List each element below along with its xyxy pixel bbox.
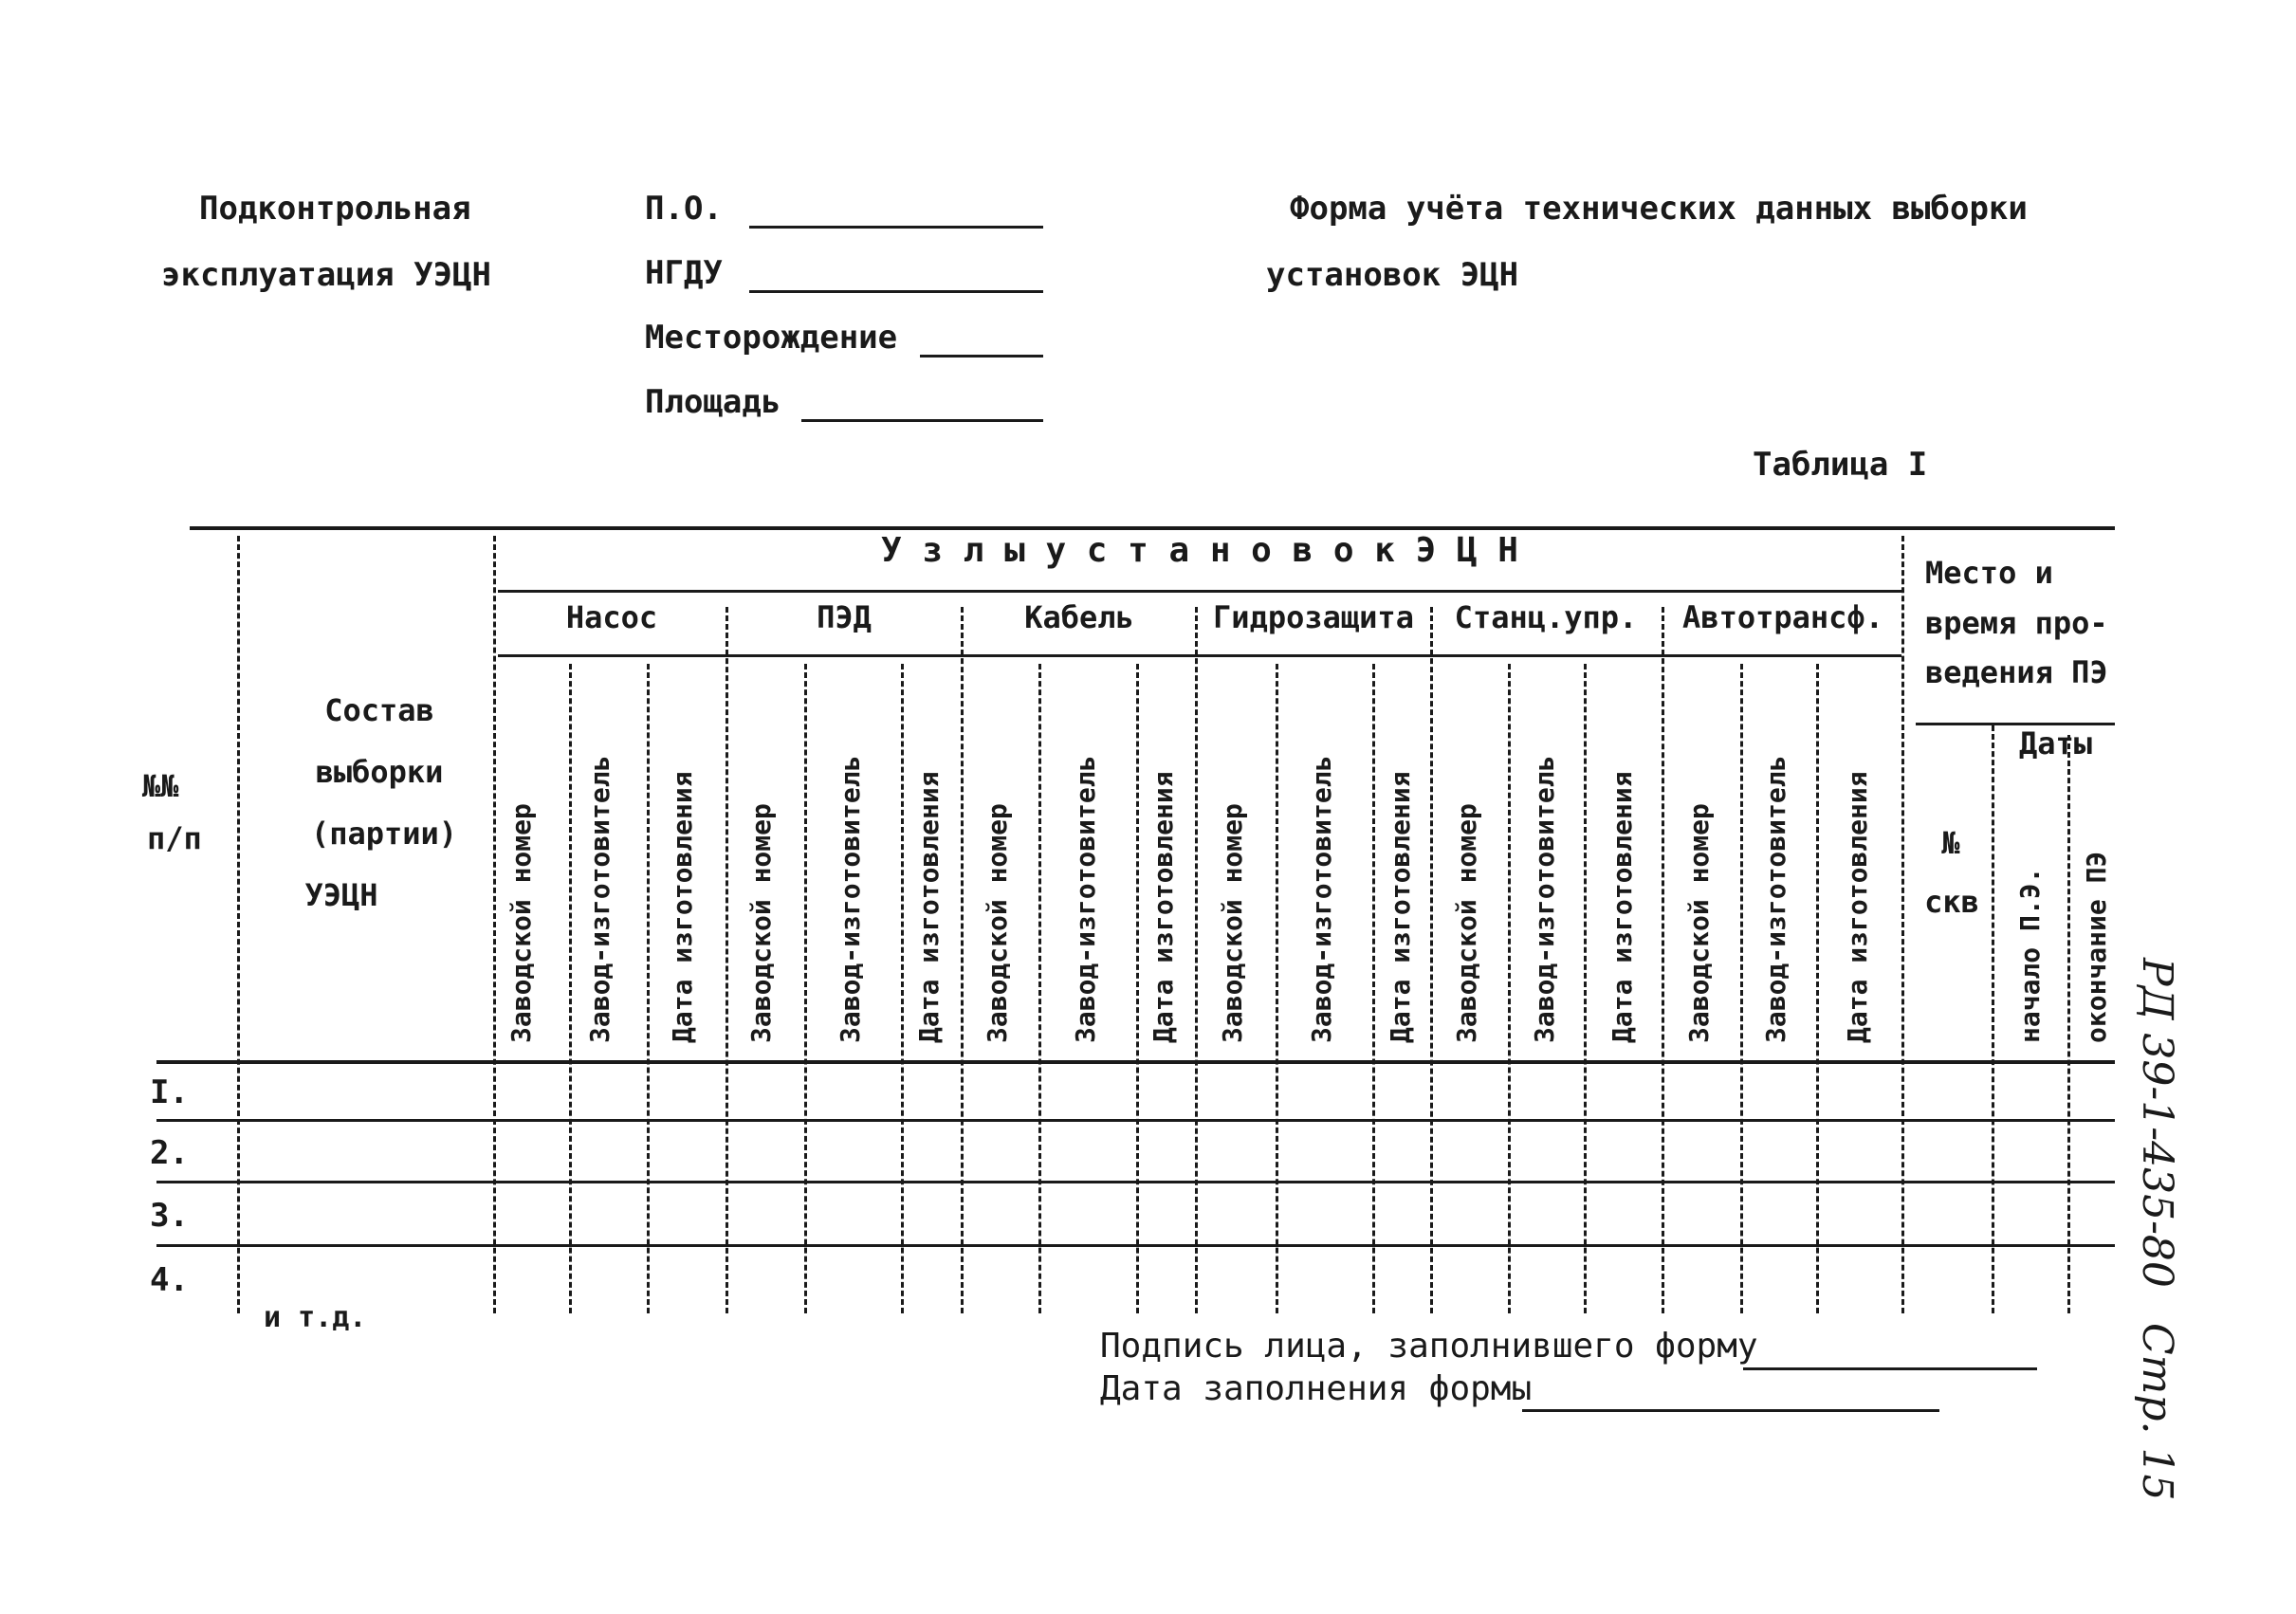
table-top-rule <box>190 526 2115 530</box>
left-title-line2: эксплуатация УЭЦН <box>161 256 491 294</box>
date-line[interactable] <box>1522 1409 1939 1412</box>
vline-c3 <box>804 664 807 1313</box>
vline-c12 <box>1816 664 1819 1313</box>
pump-serial-header: Заводской номер <box>505 803 537 1043</box>
group-autotrans: Автотрансф. <box>1682 599 1883 635</box>
date-label: Дата заполнения формы <box>1100 1369 1533 1408</box>
row-number-3: 3. <box>150 1197 189 1235</box>
vline-c5 <box>1038 664 1041 1313</box>
place-title-3: ведения ПЭ <box>1925 654 2108 690</box>
etc-note: и т.д. <box>264 1301 367 1334</box>
vline-comp <box>493 536 496 1313</box>
vline-c1 <box>569 664 572 1313</box>
group-pump: Насос <box>565 599 658 635</box>
vline-c9 <box>1508 664 1511 1313</box>
cable-maker-header: Завод-изготовитель <box>1070 755 1101 1043</box>
row-number-2: 2. <box>150 1134 189 1172</box>
pump-maker-header: Завод-изготовитель <box>584 755 615 1043</box>
vline-num <box>237 536 240 1313</box>
autotrans-maker-header: Завод-изготовитель <box>1760 755 1791 1043</box>
group-title-rule <box>498 590 1901 593</box>
cable-date-header: Дата изготовления <box>1148 771 1179 1043</box>
vline-c10 <box>1584 664 1587 1313</box>
ped-maker-header: Завод-изготовитель <box>835 755 866 1043</box>
doc-code: РД 39-1-435-80 <box>2133 958 2181 1288</box>
station-date-header: Дата изготовления <box>1607 771 1638 1043</box>
vline-g1 <box>726 607 728 1313</box>
comp-header-2: выборки <box>315 754 444 790</box>
group-station: Станц.упр. <box>1454 599 1638 635</box>
signature-label: Подпись лица, заполнившего форму <box>1100 1327 1758 1366</box>
comp-header-3: (партии) <box>310 816 458 852</box>
dates-title: Даты <box>2018 725 2093 761</box>
vline-c11 <box>1740 664 1743 1313</box>
vline-c7 <box>1276 664 1278 1313</box>
autotrans-date-header: Дата изготовления <box>1842 771 1873 1043</box>
vline-c2 <box>647 664 650 1313</box>
station-serial-header: Заводской номер <box>1451 803 1482 1043</box>
pump-date-header: Дата изготовления <box>667 771 698 1043</box>
group-hydro: Гидрозащита <box>1213 599 1414 635</box>
form-title-line1: Форма учёта технических данных выборки <box>1290 190 2028 228</box>
field-area-label: Площадь <box>645 383 781 421</box>
vline-c8 <box>1372 664 1375 1313</box>
well-header-2: скв <box>1924 884 1979 920</box>
station-maker-header: Завод-изготовитель <box>1529 755 1560 1043</box>
vline-well <box>1992 725 1994 1313</box>
group-ped: ПЭД <box>817 599 872 635</box>
ped-serial-header: Заводской номер <box>745 803 777 1043</box>
comp-header-4: УЭЦН <box>304 877 378 913</box>
date-start-header: начало П.Э. <box>2014 867 2046 1043</box>
ped-date-header: Дата изготовления <box>913 771 945 1043</box>
comp-header-1: Состав <box>324 692 434 728</box>
autotrans-serial-header: Заводской номер <box>1683 803 1715 1043</box>
page-number: Стр. 15 <box>2133 1323 2181 1501</box>
hydro-maker-header: Завод-изготовитель <box>1306 755 1337 1043</box>
vline-g5 <box>1662 607 1664 1313</box>
well-header-1: № <box>1941 825 1960 861</box>
vline-g3 <box>1195 607 1198 1313</box>
hydro-serial-header: Заводской номер <box>1217 803 1248 1043</box>
table-label: Таблица I <box>1753 446 1928 484</box>
signature-line[interactable] <box>1743 1367 2037 1370</box>
num-header-1: №№ <box>142 768 179 804</box>
left-title-line1: Подконтрольная <box>199 190 471 228</box>
group-cable: Кабель <box>1024 599 1134 635</box>
group-title: У з л ы у с т а н о в о к Э Ц Н <box>881 531 1518 570</box>
vline-g4 <box>1430 607 1433 1313</box>
row-number-1: I. <box>150 1073 189 1111</box>
cable-serial-header: Заводской номер <box>982 803 1013 1043</box>
vline-c4 <box>901 664 904 1313</box>
date-end-header: окончание ПЭ <box>2081 851 2112 1043</box>
vline-g2 <box>961 607 964 1313</box>
field-ngdu-label: НГДУ <box>645 254 723 292</box>
place-title-2: время про- <box>1925 605 2108 641</box>
num-header-2: п/п <box>147 820 202 856</box>
place-title-1: Место и <box>1925 555 2053 591</box>
group-names-rule <box>498 654 1901 657</box>
vline-dates <box>2067 735 2070 1313</box>
hydro-date-header: Дата изготовления <box>1385 771 1416 1043</box>
vline-place <box>1901 536 1904 1313</box>
vline-c6 <box>1136 664 1139 1313</box>
row-number-4: 4. <box>150 1261 189 1299</box>
field-po-label: П.О. <box>645 190 723 228</box>
field-field-label: Месторождение <box>645 319 898 357</box>
form-title-line2: установок ЭЦН <box>1266 256 1519 294</box>
